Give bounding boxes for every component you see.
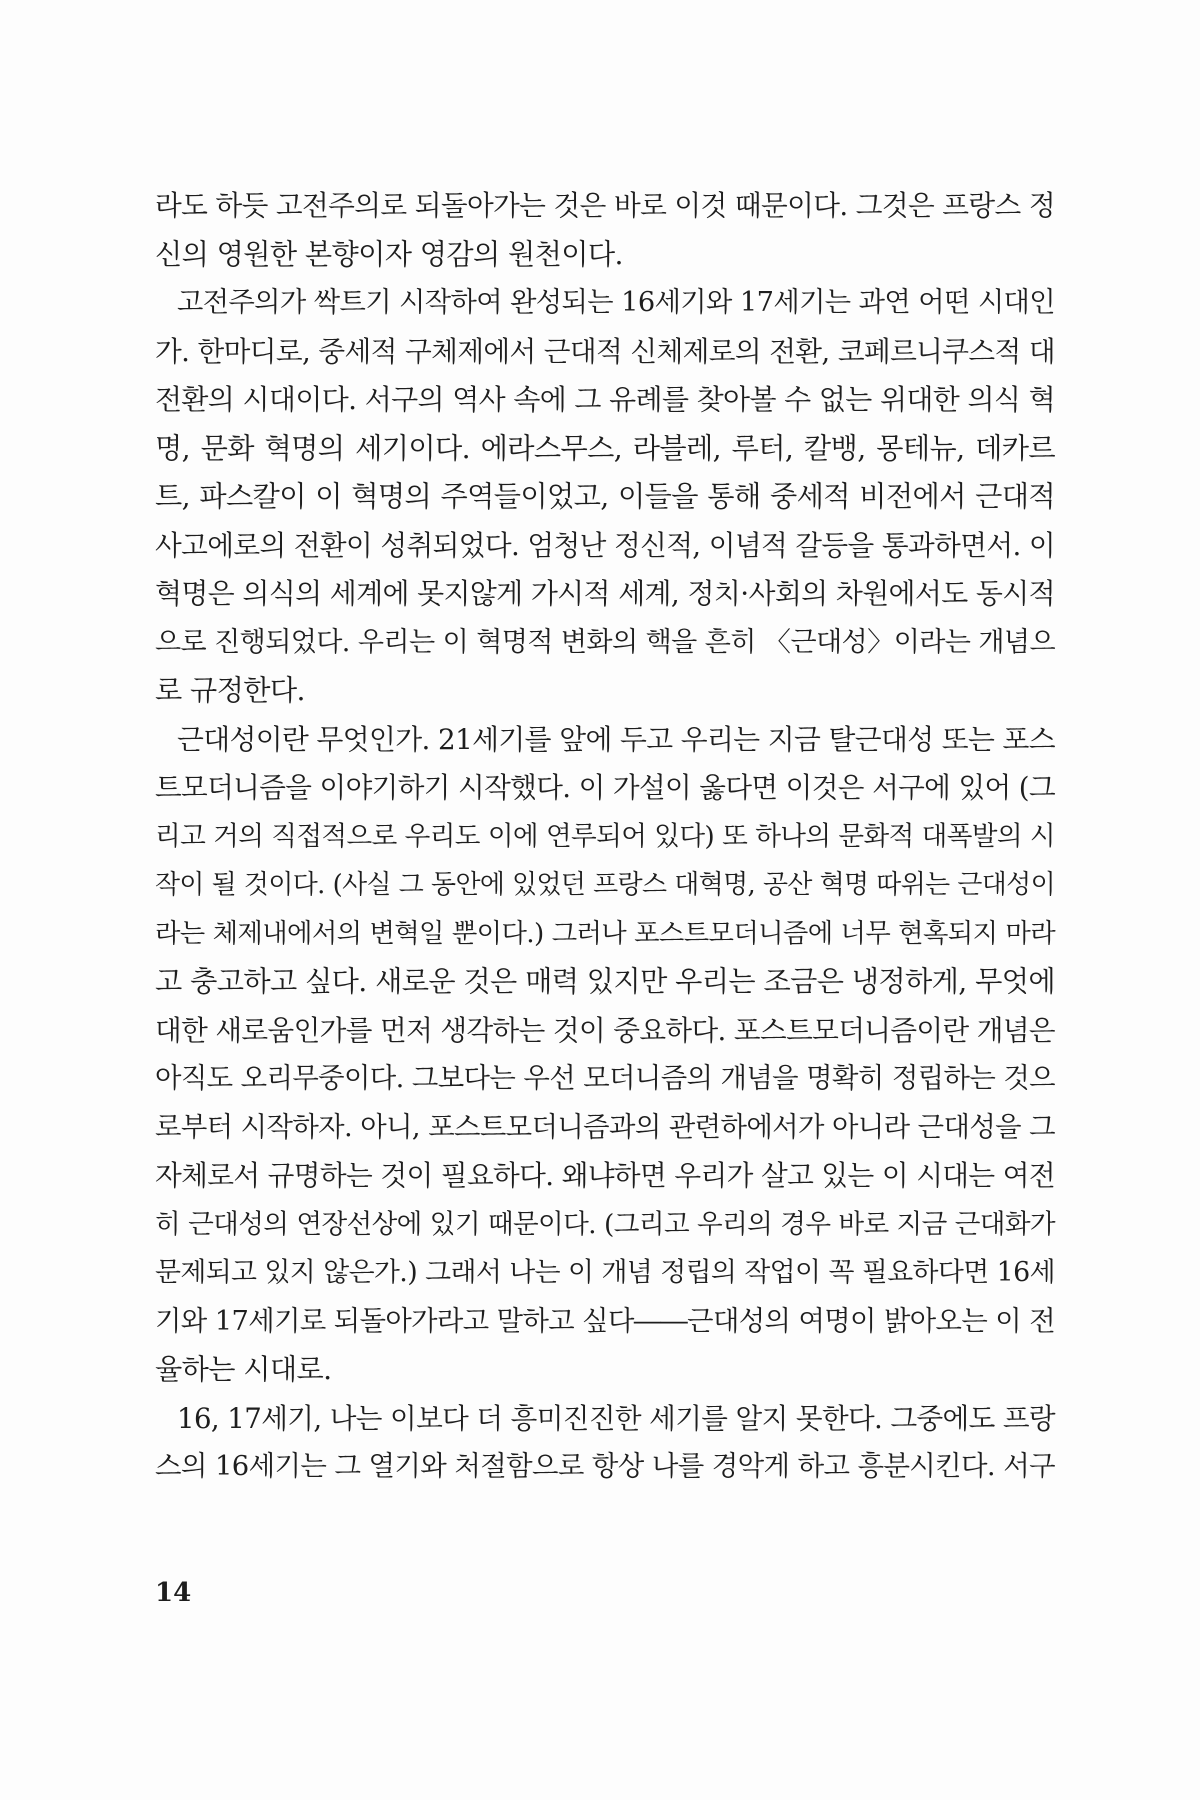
text-line: 사고에로의 전환이 성취되었다. 엄청난 정신적, 이념적 갈등을 통과하면서. 이: [155, 528, 1055, 562]
text-line: 히 근대성의 연장선상에 있기 때문이다. (그리고 우리의 경우 바로 지금 근대화가: [155, 1208, 1055, 1240]
text-line: 고전주의가 싹트기 시작하여 완성되는 16세기와 17세기는 과연 어떤 시대인: [177, 287, 1055, 318]
text-line: 전환의 시대이다. 서구의 역사 속에 그 유례를 찾아볼 수 없는 위대한 의식 혁: [155, 383, 1055, 416]
page-number: 14: [155, 1578, 192, 1608]
text-line: 고 충고하고 싶다. 새로운 것은 매력 있지만 우리는 조금은 냉정하게, 무엇에: [155, 965, 1055, 998]
text-line: 아직도 오리무중이다. 그보다는 우선 모더니즘의 개념을 명확히 정립하는 것으: [155, 1063, 1055, 1094]
text-line: 혁명은 의식의 세계에 못지않게 가시적 세계, 정치·사회의 차원에서도 동시적: [155, 577, 1055, 610]
text-line: 스의 16세기는 그 열기와 처절함으로 항상 나를 경악게 하고 흥분시킨다. 서구: [155, 1451, 1055, 1482]
text-line: 라는 체제내에서의 변혁일 뿐이다.) 그러나 포스트모더니즘에 너무 현혹되지 마라: [155, 918, 1055, 949]
text-line: 로 규정한다.: [155, 674, 305, 707]
text-line: 대한 새로움인가를 먼저 생각하는 것이 중요하다. 포스트모더니즘이란 개념은: [155, 1013, 1055, 1047]
text-line: 으로 진행되었다. 우리는 이 혁명적 변화의 핵을 흔히 〈근대성〉이라는 개념으: [155, 626, 1055, 658]
text-line: 신의 영원한 본향이자 영감의 원천이다.: [155, 237, 623, 271]
text-line: 트, 파스칼이 이 혁명의 주역들이었고, 이들을 통해 중세적 비전에서 근대적: [155, 480, 1055, 513]
text-line: 문제되고 있지 않은가.) 그래서 나는 이 개념 정립의 작업이 꼭 필요하다면 16세: [155, 1257, 1055, 1288]
text-line: 라도 하듯 고전주의로 되돌아가는 것은 바로 이것 때문이다. 그것은 프랑스 정: [155, 189, 1055, 222]
text-line: 로부터 시작하자. 아니, 포스트모더니즘과의 관련하에서가 아니라 근대성을 그: [155, 1111, 1055, 1143]
body-text: [155, 182, 1055, 1492]
text-line: 근대성이란 무엇인가. 21세기를 앞에 두고 우리는 지금 탈근대성 또는 포스: [177, 722, 1055, 756]
text-line: 작이 될 것이다. (사실 그 동안에 있었던 프랑스 대혁명, 공산 혁명 따위는 근대성이: [155, 870, 1055, 900]
text-line: 16, 17세기, 나는 이보다 더 흥미진진한 세기를 알지 못한다. 그중에도 프랑: [177, 1401, 1055, 1435]
text-line: 리고 거의 직접적으로 우리도 이에 연루되어 있다) 또 하나의 문화적 대폭발의 시: [155, 820, 1055, 852]
text-line: 자체로서 규명하는 것이 필요하다. 왜냐하면 우리가 살고 있는 이 시대는 여전: [155, 1159, 1055, 1192]
text-line: 율하는 시대로.: [155, 1353, 332, 1386]
text-line: 가. 한마디로, 중세적 구체제에서 근대적 신체제로의 전환, 코페르니쿠스적 대: [155, 334, 1055, 368]
text-line: 기와 17세기로 되돌아가라고 말하고 싶다――근대성의 여명이 밝아오는 이 전: [155, 1305, 1055, 1337]
text-line: 트모더니즘을 이야기하기 시작했다. 이 가설이 옳다면 이것은 서구에 있어 (그: [155, 771, 1055, 804]
text-line: 명, 문화 혁명의 세기이다. 에라스무스, 라블레, 루터, 칼뱅, 몽테뉴, 데카르: [155, 431, 1055, 465]
